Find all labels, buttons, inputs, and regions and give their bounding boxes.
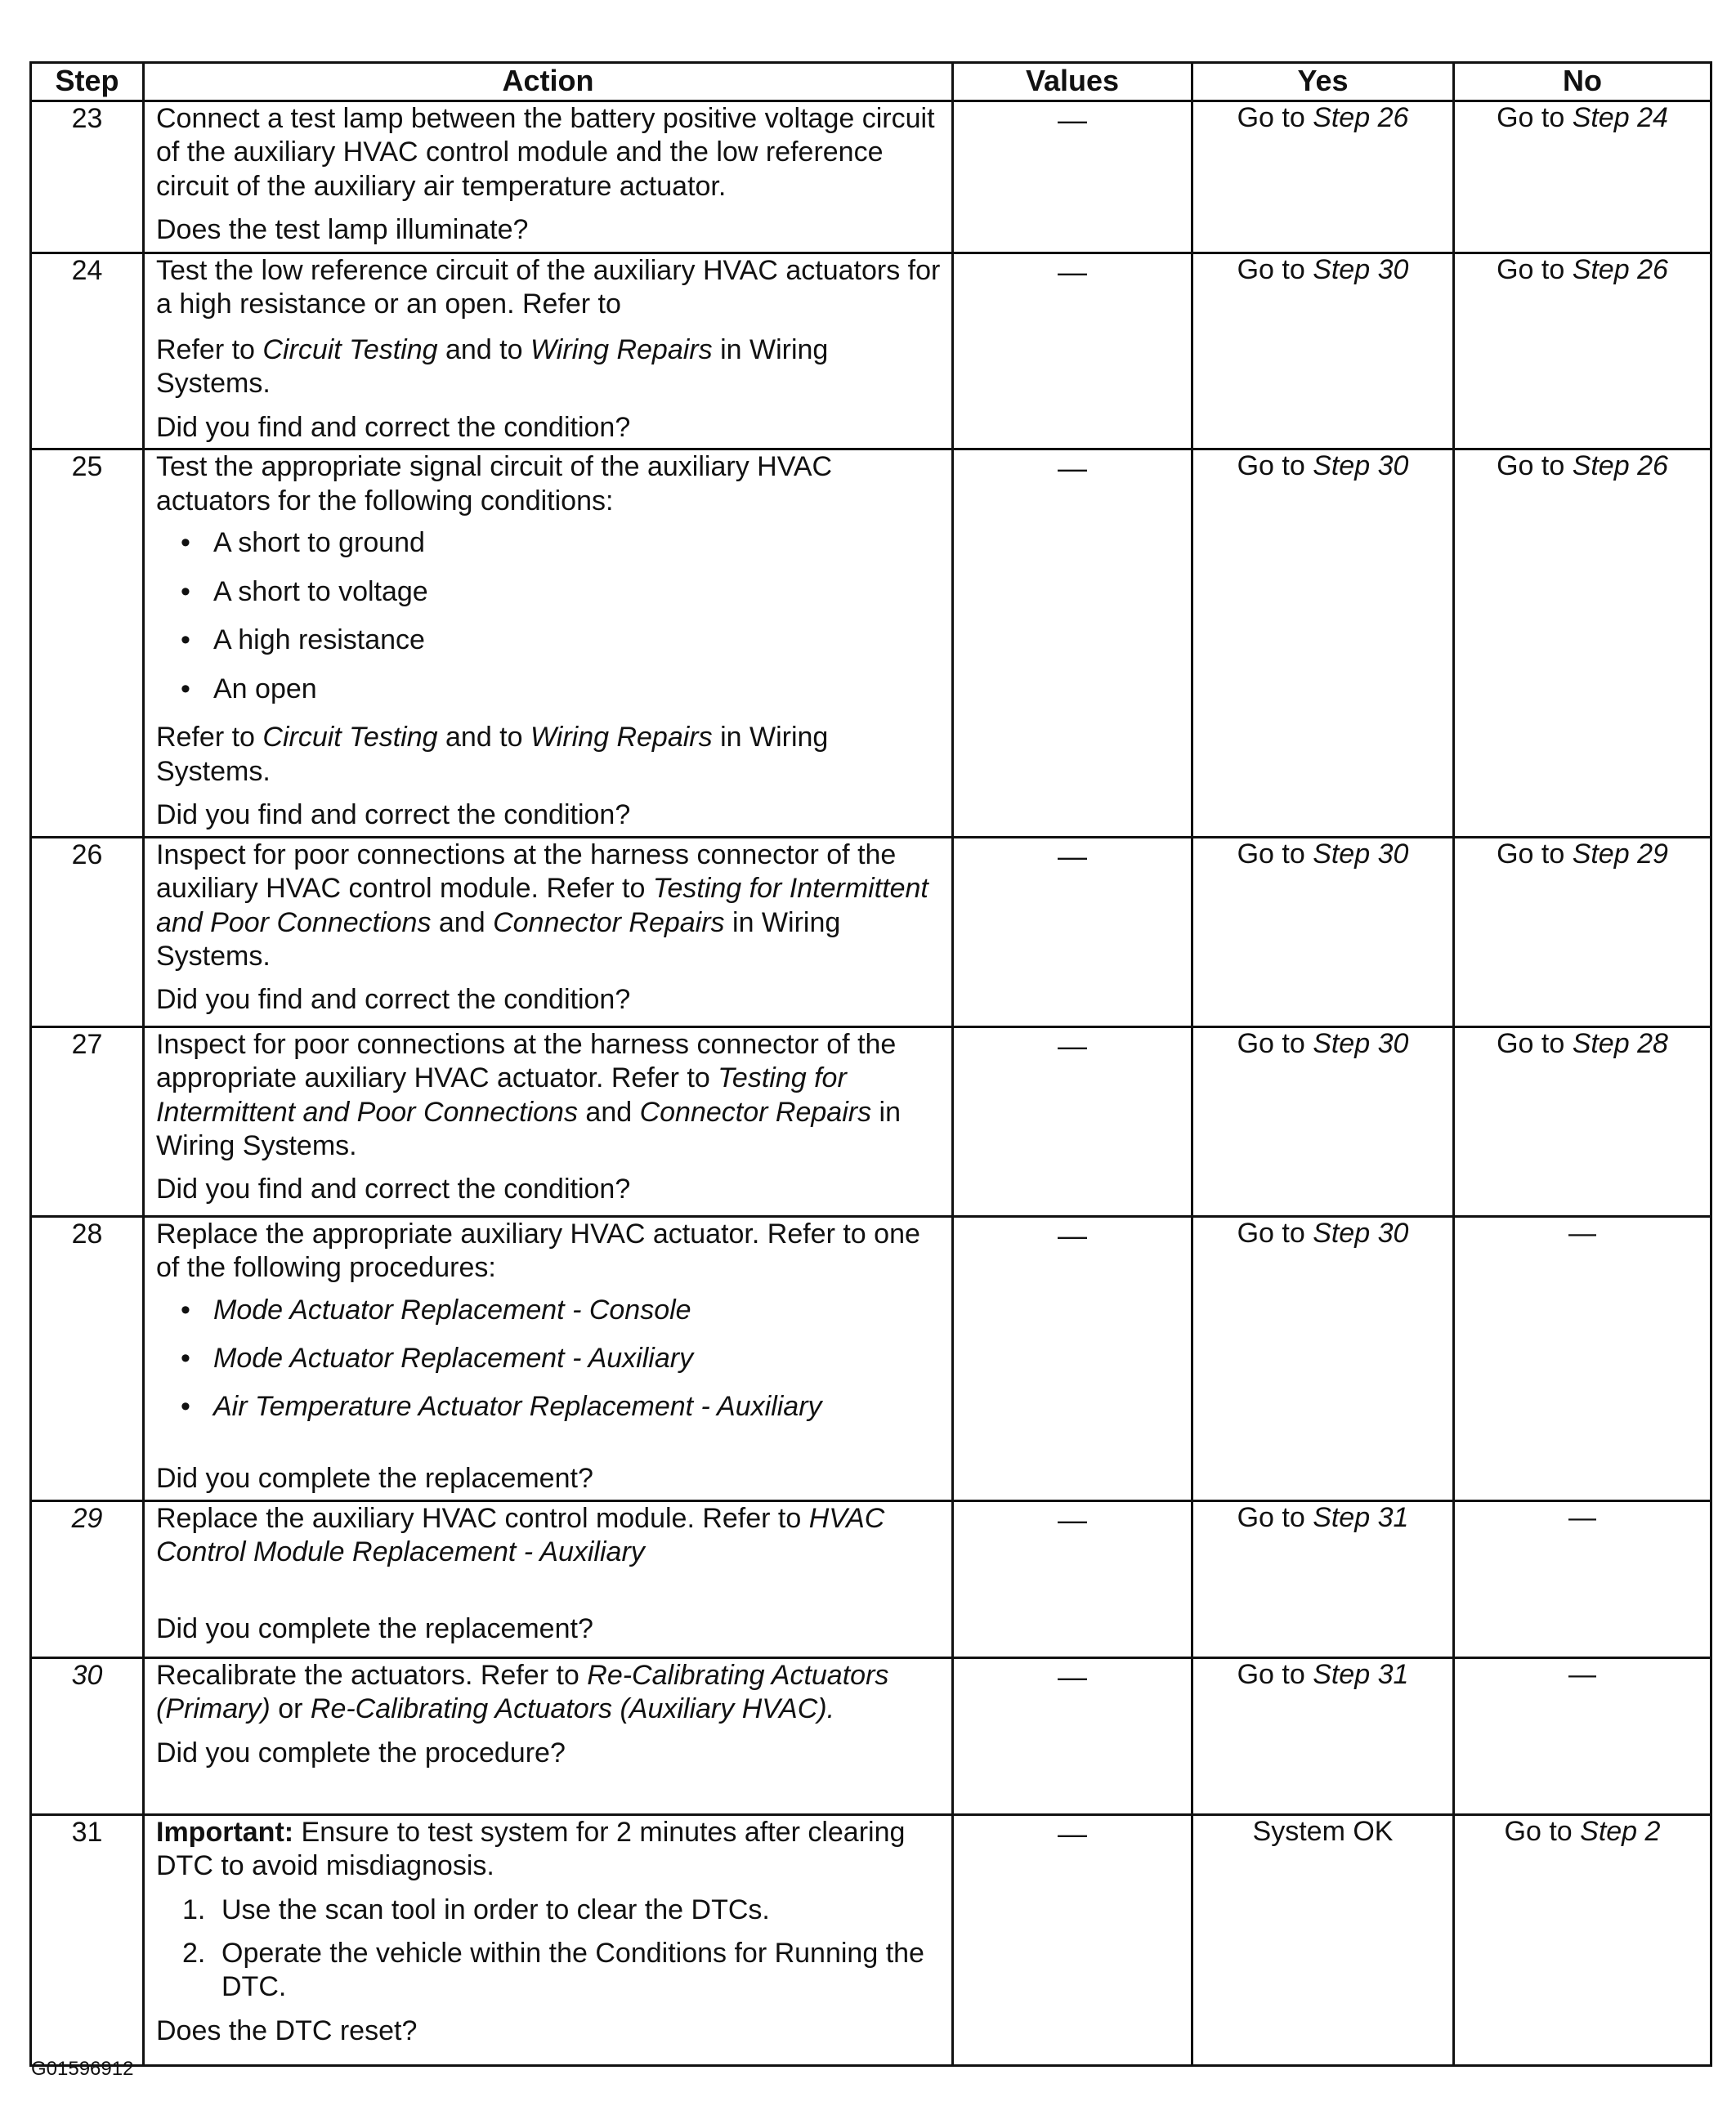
no-cell bbox=[1454, 449, 1711, 837]
reference-link-text: Step 26 bbox=[1313, 102, 1409, 133]
reference-link-text: Step 2 bbox=[1580, 1815, 1661, 1847]
diagnostic-table-sheet bbox=[29, 61, 1710, 2067]
text-segment: Go to bbox=[1497, 838, 1573, 870]
action-paragraph bbox=[156, 1502, 945, 1570]
action-question bbox=[156, 213, 945, 247]
yes-cell bbox=[1192, 1500, 1454, 1657]
action-paragraph bbox=[156, 450, 945, 518]
step-number: 31 bbox=[31, 1814, 144, 2065]
values-cell: — bbox=[953, 1657, 1192, 1814]
item-number: 2. bbox=[182, 1937, 206, 1969]
action-question bbox=[156, 1462, 945, 1496]
diagnostic-table bbox=[29, 61, 1712, 2067]
action-cell bbox=[144, 449, 953, 837]
text-segment: Go to bbox=[1237, 1658, 1313, 1690]
reference-link-text: Step 26 bbox=[1572, 450, 1668, 482]
action-paragraph bbox=[156, 1218, 945, 1286]
action-question bbox=[156, 411, 945, 445]
no-cell bbox=[1454, 253, 1711, 449]
text-segment: and bbox=[431, 906, 494, 938]
text-segment: in Wiring Systems. bbox=[156, 906, 841, 972]
step-number: 27 bbox=[31, 1026, 144, 1216]
reference-link-text: Testing for Intermittent and Poor Connections bbox=[156, 1062, 847, 1128]
reference-link-text: Step 30 bbox=[1313, 838, 1409, 870]
text-segment: Go to bbox=[1237, 1027, 1313, 1059]
no-cell: — bbox=[1454, 1657, 1711, 1814]
action-paragraph bbox=[156, 1028, 945, 1164]
step-number: 30 bbox=[31, 1657, 144, 1814]
text-segment: Go to bbox=[1504, 1815, 1581, 1847]
table-row bbox=[31, 837, 1711, 1026]
text-segment: in Wiring Systems. bbox=[156, 722, 829, 787]
no-cell bbox=[1454, 1814, 1711, 2065]
action-cell bbox=[144, 837, 953, 1026]
action-cell bbox=[144, 1814, 953, 2065]
action-paragraph bbox=[156, 102, 945, 203]
table-body bbox=[31, 101, 1711, 2066]
reference-link-text: Testing for Intermittent and Poor Connections bbox=[156, 873, 928, 938]
header-values: Values bbox=[953, 63, 1192, 101]
text-segment: or bbox=[270, 1693, 311, 1725]
action-cell bbox=[144, 1657, 953, 1814]
text-segment: Did you find and correct the condition? bbox=[156, 1174, 631, 1205]
table-row bbox=[31, 1216, 1711, 1500]
bullet-item bbox=[156, 526, 945, 560]
values-cell: — bbox=[953, 1500, 1192, 1657]
step-number: 25 bbox=[31, 449, 144, 837]
text-segment: Go to bbox=[1497, 450, 1573, 482]
text-segment: Did you complete the replacement? bbox=[156, 1612, 593, 1644]
bullet-item bbox=[156, 673, 945, 706]
text-segment: A high resistance bbox=[213, 624, 425, 656]
text-segment: Replace the appropriate auxiliary HVAC actuator. Refer to one of the following procedures: bbox=[156, 1218, 920, 1284]
reference-link-text: Step 31 bbox=[1313, 1658, 1409, 1690]
reference-link-text: Wiring Repairs bbox=[530, 333, 713, 365]
action-cell bbox=[144, 1500, 953, 1657]
reference-link-text: Re-Calibrating Actuators (Auxiliary HVAC). bbox=[310, 1693, 835, 1725]
text-segment: in Wiring Systems. bbox=[156, 333, 829, 400]
text-segment: Did you find and correct the condition? bbox=[156, 799, 631, 831]
yes-cell bbox=[1192, 1216, 1454, 1500]
yes-cell bbox=[1192, 253, 1454, 449]
bullet-item bbox=[156, 1294, 945, 1327]
yes-cell bbox=[1192, 1814, 1454, 2065]
text-segment: An open bbox=[213, 673, 317, 704]
yes-cell bbox=[1192, 837, 1454, 1026]
action-cell bbox=[144, 101, 953, 253]
text-segment: Replace the auxiliary HVAC control module. Refer to bbox=[156, 1502, 809, 1534]
text-segment: Test the appropriate signal circuit of the auxiliary HVAC actuators for the following conditions: bbox=[156, 451, 833, 516]
bullet-item bbox=[156, 624, 945, 657]
bullet-list bbox=[156, 526, 945, 706]
reference-link-text: Step 29 bbox=[1572, 838, 1668, 870]
text-segment: Test the low reference circuit of the auxiliary HVAC actuators for a high resistance or an open. Refer to bbox=[156, 255, 941, 320]
action-paragraph bbox=[156, 1659, 945, 1727]
text-segment: Did you complete the replacement? bbox=[156, 1462, 593, 1494]
header-yes: Yes bbox=[1192, 63, 1454, 101]
no-cell bbox=[1454, 101, 1711, 253]
bullet-item bbox=[156, 1390, 945, 1424]
text-segment: in Wiring Systems. bbox=[156, 1096, 901, 1161]
numbered-item bbox=[156, 1894, 945, 1927]
step-number: 24 bbox=[31, 253, 144, 449]
action-paragraph bbox=[156, 721, 945, 789]
action-paragraph bbox=[156, 838, 945, 974]
no-cell bbox=[1454, 1026, 1711, 1216]
action-question bbox=[156, 983, 945, 1017]
reference-link-text: Circuit Testing bbox=[262, 333, 438, 365]
reference-link-text: Step 30 bbox=[1313, 1217, 1409, 1249]
reference-link-text: Step 26 bbox=[1572, 254, 1668, 285]
values-cell: — bbox=[953, 1814, 1192, 2065]
text-segment: Go to bbox=[1497, 1027, 1573, 1059]
text-segment: Use the scan tool in order to clear the DTCs. bbox=[221, 1894, 770, 1925]
action-question bbox=[156, 1737, 945, 1770]
header-no: No bbox=[1454, 63, 1711, 101]
text-segment: Did you find and correct the condition? bbox=[156, 411, 631, 443]
reference-link-text: Circuit Testing bbox=[262, 722, 438, 753]
reference-link-text: Step 24 bbox=[1572, 102, 1668, 133]
text-segment: Did you find and correct the condition? bbox=[156, 984, 631, 1016]
header-row bbox=[31, 63, 1711, 101]
table-row bbox=[31, 1026, 1711, 1216]
table-row bbox=[31, 449, 1711, 837]
item-number: 1. bbox=[182, 1894, 206, 1925]
text-segment: Refer to bbox=[156, 333, 263, 365]
action-question bbox=[156, 1173, 945, 1206]
values-cell: — bbox=[953, 101, 1192, 253]
bullet-item bbox=[156, 1342, 945, 1375]
text-segment: A short to voltage bbox=[213, 575, 428, 607]
action-cell bbox=[144, 1216, 953, 1500]
text-segment: Refer to bbox=[156, 722, 263, 753]
action-question bbox=[156, 798, 945, 832]
table-row bbox=[31, 101, 1711, 253]
text-segment: Inspect for poor connections at the harness connector of the appropriate auxiliary HVAC actuator. Refer to bbox=[156, 1028, 897, 1094]
step-number: 26 bbox=[31, 837, 144, 1026]
text-segment: Inspect for poor connections at the harness connector of the auxiliary HVAC control module. Refer to bbox=[156, 838, 897, 905]
emphasis-text: Important: bbox=[156, 1816, 294, 1848]
bullet-item bbox=[156, 575, 945, 609]
text-segment: Go to bbox=[1237, 838, 1313, 870]
reference-link-text: Connector Repairs bbox=[493, 906, 725, 938]
action-cell bbox=[144, 1026, 953, 1216]
table-row bbox=[31, 1814, 1711, 2065]
numbered-item bbox=[156, 1937, 945, 2005]
bullet-list bbox=[156, 1294, 945, 1424]
text-segment: Does the DTC reset? bbox=[156, 2014, 418, 2046]
text-segment: Go to bbox=[1237, 1217, 1313, 1249]
reference-link-text: Mode Actuator Replacement - Auxiliary bbox=[213, 1342, 694, 1374]
reference-link-text: Air Temperature Actuator Replacement - Auxiliary bbox=[213, 1391, 822, 1423]
step-number: 29 bbox=[31, 1500, 144, 1657]
no-cell: — bbox=[1454, 1500, 1711, 1657]
values-cell: — bbox=[953, 449, 1192, 837]
yes-cell bbox=[1192, 1026, 1454, 1216]
reference-link-text: Step 31 bbox=[1313, 1501, 1409, 1533]
reference-link-text: Connector Repairs bbox=[639, 1096, 872, 1128]
values-cell: — bbox=[953, 1216, 1192, 1500]
text-segment: System OK bbox=[1252, 1815, 1394, 1847]
reference-link-text: Mode Actuator Replacement - Console bbox=[213, 1294, 691, 1326]
text-segment: Go to bbox=[1497, 254, 1573, 285]
table-row bbox=[31, 1657, 1711, 1814]
text-segment: Go to bbox=[1237, 1501, 1313, 1533]
values-cell: — bbox=[953, 837, 1192, 1026]
text-segment: Does the test lamp illuminate? bbox=[156, 214, 529, 246]
reference-link-text: Step 30 bbox=[1313, 450, 1409, 482]
reference-link-text: Step 30 bbox=[1313, 254, 1409, 285]
action-paragraph bbox=[156, 254, 945, 322]
text-segment: Go to bbox=[1237, 102, 1313, 133]
text-segment: Operate the vehicle within the Conditions for Running the DTC. bbox=[221, 1937, 924, 2003]
text-segment: Did you complete the procedure? bbox=[156, 1737, 566, 1768]
table-row bbox=[31, 253, 1711, 449]
reference-link-text: Step 28 bbox=[1572, 1027, 1668, 1059]
text-segment: A short to ground bbox=[213, 527, 425, 559]
no-cell: — bbox=[1454, 1216, 1711, 1500]
text-segment: and to bbox=[437, 722, 530, 753]
text-segment: Recalibrate the actuators. Refer to bbox=[156, 1659, 588, 1691]
figure-id: G01596912 bbox=[31, 2058, 134, 2080]
yes-cell bbox=[1192, 1657, 1454, 1814]
reference-link-text: Step 30 bbox=[1313, 1027, 1409, 1059]
numbered-list bbox=[156, 1894, 945, 2005]
table-row bbox=[31, 1500, 1711, 1657]
step-number: 23 bbox=[31, 101, 144, 253]
text-segment: and bbox=[577, 1096, 640, 1128]
text-segment: Go to bbox=[1497, 102, 1573, 133]
header-action: Action bbox=[144, 63, 953, 101]
action-question bbox=[156, 2014, 945, 2048]
action-paragraph bbox=[156, 1816, 945, 1884]
action-question bbox=[156, 1612, 945, 1646]
reference-link-text: Wiring Repairs bbox=[530, 722, 713, 753]
text-segment: Go to bbox=[1237, 254, 1313, 285]
header-step: Step bbox=[31, 63, 144, 101]
reference-link-text: Re-Calibrating Actuators (Primary) bbox=[156, 1659, 889, 1725]
yes-cell bbox=[1192, 449, 1454, 837]
action-cell bbox=[144, 253, 953, 449]
text-segment: Connect a test lamp between the battery positive voltage circuit of the auxiliary HVAC control module and the low reference circuit of the auxiliary air temperature actuator. bbox=[156, 103, 935, 202]
values-cell: — bbox=[953, 253, 1192, 449]
action-paragraph bbox=[156, 333, 945, 401]
text-segment: Ensure to test system for 2 minutes after clearing DTC to avoid misdiagnosis. bbox=[156, 1816, 906, 1882]
values-cell: — bbox=[953, 1026, 1192, 1216]
text-segment: Go to bbox=[1237, 450, 1313, 482]
text-segment: and to bbox=[437, 333, 530, 365]
yes-cell bbox=[1192, 101, 1454, 253]
reference-link-text: HVAC Control Module Replacement - Auxiliary bbox=[156, 1502, 885, 1568]
step-number: 28 bbox=[31, 1216, 144, 1500]
no-cell bbox=[1454, 837, 1711, 1026]
